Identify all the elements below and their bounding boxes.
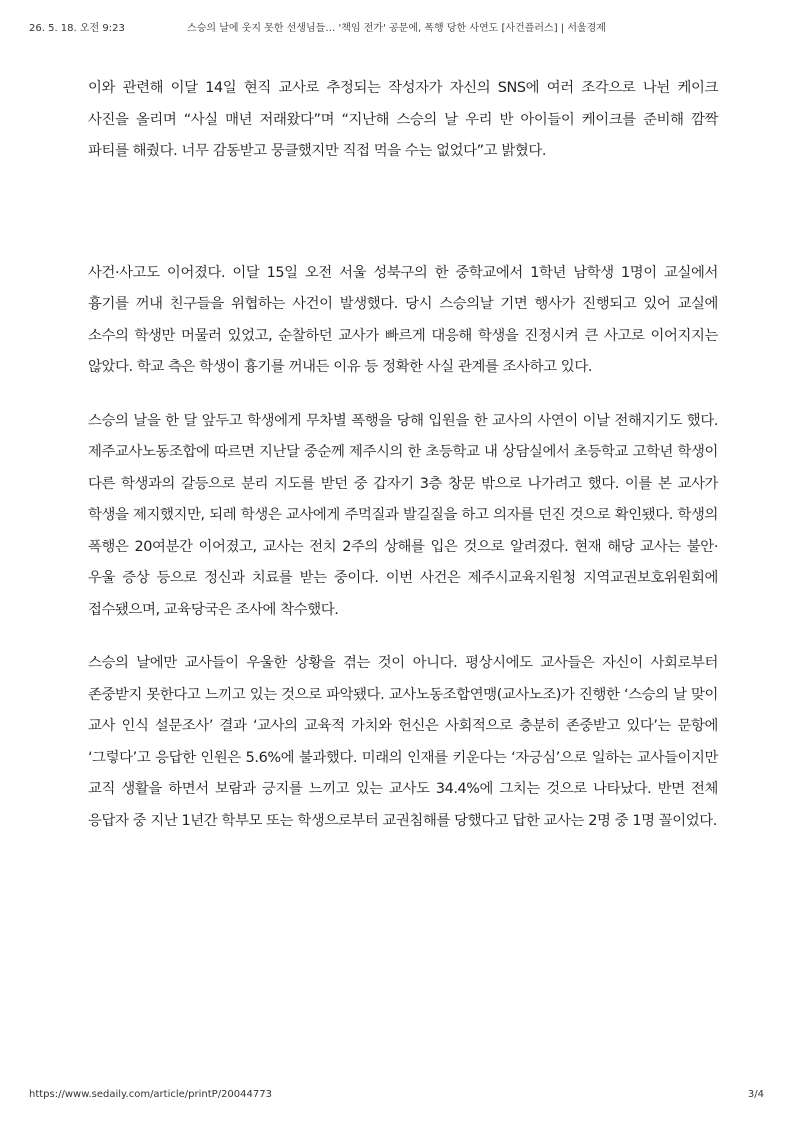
print-datetime: 26. 5. 18. 오전 9:23 [29, 23, 125, 34]
article-paragraph: 스승의 날에만 교사들이 우울한 상황을 겪는 것이 아니다. 평상시에도 교사들은 자신이 사회로부터 존중받지 못한다고 느끼고 있는 것으로 파악됐다. 교사노동조합연맹(교사노조)가 진행한 ‘스승의 날 맞이 교사 인식 설문조사’ 결과 ‘교사의 교육적 가치와 헌신은 사회적으로 충분히 존중받고 있다’는 문항에 ‘그렇다’고 응답한 인원은 5.6%에 불과했다. 미래의 인재를 키운다는 ‘자긍심’으로 일하는 교사들이지만 교직 생활을 하면서 보람과 긍지를 느끼고 있는 교사도 34.4%에 그치는 것으로 나타났다. 반면 전체 응답자 중 지난 1년간 학부모 또는 학생으로부터 교권침해를 당했다고 답한 교사는 2명 중 1명 꼴이었다. [88, 655, 718, 829]
paragraph-spacer [88, 168, 718, 258]
article-url[interactable]: https://www.sedaily.com/article/printP/20044773 [29, 1089, 272, 1100]
paragraph-spacer [88, 626, 718, 648]
paragraph-spacer [88, 384, 718, 406]
page-number: 3/4 [747, 1089, 764, 1100]
print-page-title: 스승의 날에 웃지 못한 선생님들… '책임 전가' 공문에, 폭행 당한 사연도 [사건플러스] | 서울경제 [187, 23, 606, 34]
article-body [88, 73, 718, 837]
print-footer [29, 1089, 764, 1103]
article-paragraph: 사건·사고도 이어졌다. 이달 15일 오전 서울 성북구의 한 중학교에서 1학년 남학생 1명이 교실에서 흉기를 꺼내 친구들을 위협하는 사건이 발생했다. 당시 스승의날 기면 행사가 진행되고 있어 교실에 소수의 학생만 머물러 있었고, 순찰하던 교사가 빠르게 대응해 학생을 진정시켜 큰 사고로 이어지지는 않았다. 학교 측은 학생이 흉기를 꺼내든 이유 등 정확한 사실 관계를 조사하고 있다. [88, 264, 718, 375]
print-header [29, 19, 764, 33]
article-paragraph: 스승의 날을 한 달 앞두고 학생에게 무차별 폭행을 당해 입원을 한 교사의 사연이 이날 전해지기도 했다. 제주교사노동조합에 따르면 지난달 중순께 제주시의 한 초등학교 내 상담실에서 초등학교 고학년 학생이 다른 학생과의 갈등으로 분리 지도를 받던 중 갑자기 3층 창문 밖으로 나가려고 했다. 이를 본 교사가 학생을 제지했지만, 되레 학생은 교사에게 주먹질과 발길질을 하고 의자를 던진 것으로 확인됐다. 학생의 폭행은 20여분간 이어졌고, 교사는 전치 2주의 상해를 입은 것으로 알려졌다. 현재 해당 교사는 불안·우울 증상 등으로 정신과 치료를 받는 중이다. 이번 사건은 제주시교육지원청 지역교권보호위원회에 접수됐으며, 교육당국은 조사에 착수했다. [88, 412, 718, 618]
article-paragraph: 이와 관련해 이달 14일 현직 교사로 추정되는 작성자가 자신의 SNS에 여러 조각으로 나뉜 케이크 사진을 올리며 “사실 매년 저래왔다”며 “지난해 스승의 날 우리 반 아이들이 케이크를 준비해 깜짝 파티를 해줬다. 너무 감동받고 뭉클했지만 직접 먹을 수는 없었다”고 밝혔다. [88, 80, 718, 159]
